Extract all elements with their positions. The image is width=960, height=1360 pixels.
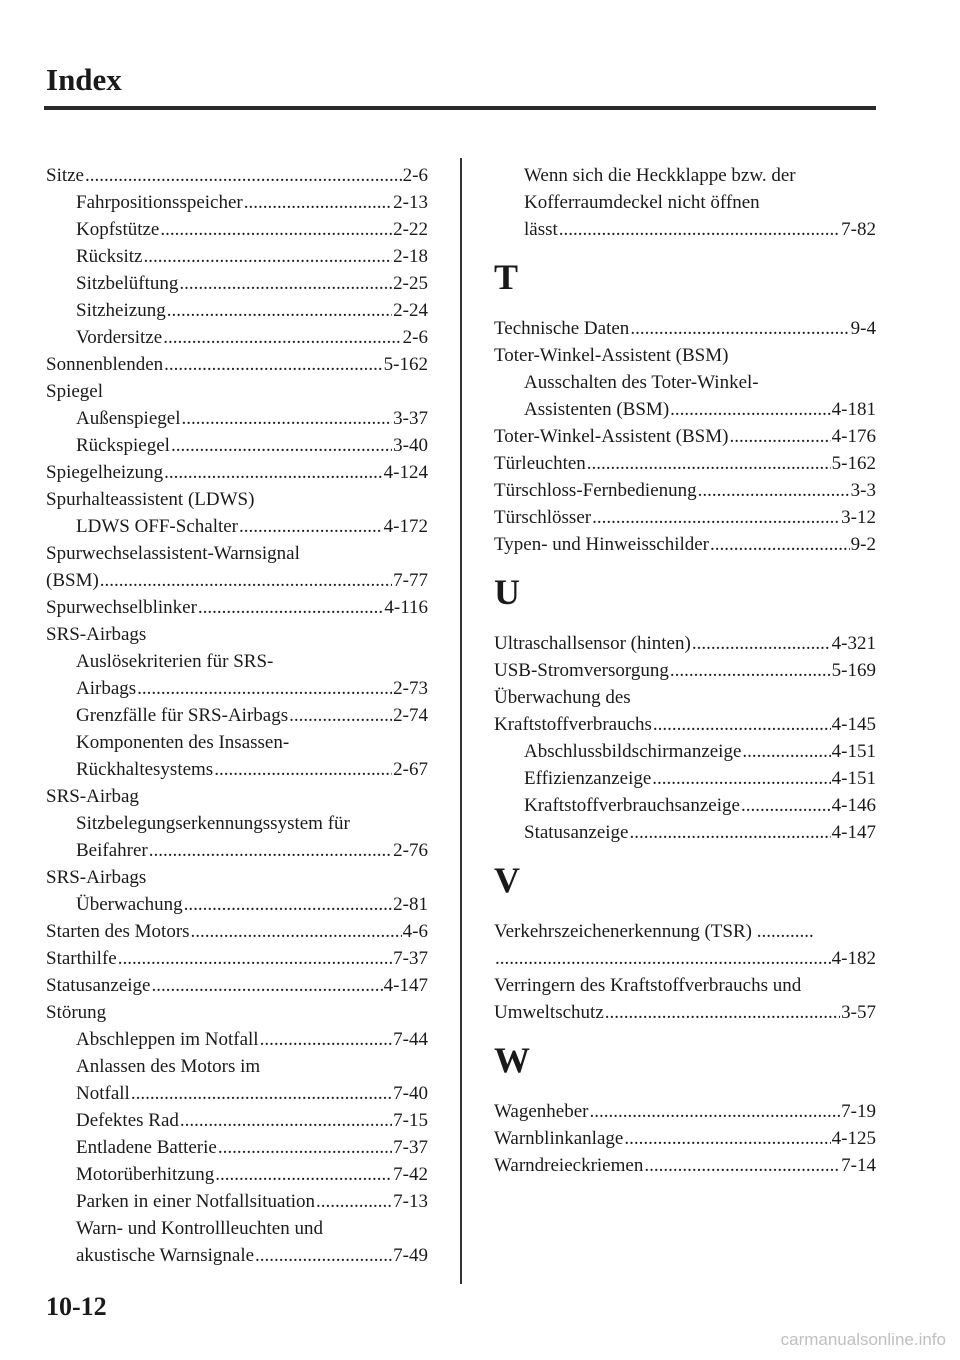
index-entry-text: SRS-Airbags	[46, 624, 147, 645]
dot-leader	[118, 945, 392, 972]
entry-term: Statusanzeige	[524, 822, 629, 843]
dot-leader	[179, 270, 392, 297]
entry-page-ref: 3-57	[841, 1002, 876, 1023]
entry-term: lässt	[524, 219, 558, 240]
entry-term: Türschloss-Fernbedienung	[494, 480, 697, 501]
entry-page-ref: 4-172	[383, 516, 428, 537]
index-entry	[494, 450, 876, 477]
index-subentry-text: Auslösekriterien für SRS-	[76, 651, 274, 672]
index-subentry	[46, 324, 428, 351]
index-subentry	[46, 243, 428, 270]
entry-page-ref: 4-176	[831, 426, 876, 447]
entry-page-ref: 4-6	[402, 921, 428, 942]
index-subentry	[46, 297, 428, 324]
entry-page-ref: 7-37	[393, 948, 428, 969]
entry-page-ref: 2-81	[393, 894, 428, 915]
entry-term: Wagenheber	[494, 1101, 589, 1122]
entry-page-ref: 9-2	[850, 534, 876, 555]
dot-leader	[587, 450, 831, 477]
entry-page-ref: 4-147	[831, 822, 876, 843]
index-entry	[494, 630, 876, 657]
entry-term: Außenspiegel	[76, 408, 181, 429]
index-subentry	[494, 792, 876, 819]
index-entry	[46, 351, 428, 378]
entry-page-ref: 4-125	[831, 1128, 876, 1149]
dot-leader	[181, 405, 392, 432]
entry-page-ref: 5-162	[831, 453, 876, 474]
dot-leader	[164, 459, 383, 486]
index-entry	[494, 423, 876, 450]
entry-term: Notfall	[76, 1083, 130, 1104]
dot-leader	[144, 243, 393, 270]
index-subentry	[46, 756, 428, 783]
entry-page-ref: 5-169	[831, 660, 876, 681]
dot-leader	[652, 765, 830, 792]
dot-leader	[692, 630, 831, 657]
entry-page-ref: 2-22	[393, 219, 428, 240]
index-entry	[494, 657, 876, 684]
entry-page-ref: 4-124	[383, 462, 428, 483]
entry-page-ref: 7-37	[393, 1137, 428, 1158]
entry-term: Kopfstütze	[76, 219, 160, 240]
watermark: carmanualsonline.info	[780, 1330, 946, 1349]
dot-leader	[85, 162, 402, 189]
entry-term: Rücksitz	[76, 246, 143, 267]
dot-leader	[137, 675, 392, 702]
entry-term: Türleuchten	[494, 453, 586, 474]
index-entry	[46, 972, 428, 999]
index-entry	[494, 999, 876, 1026]
index-subentry	[46, 405, 428, 432]
entry-page-ref: 7-82	[841, 219, 876, 240]
entry-page-ref: 3-37	[393, 408, 428, 429]
dot-leader	[742, 738, 830, 765]
entry-page-ref: 4-151	[831, 768, 876, 789]
entry-term: Entladene Batterie	[76, 1137, 217, 1158]
index-entry	[46, 945, 428, 972]
index-subentry-text: Wenn sich die Heckklappe bzw. der	[524, 165, 796, 186]
entry-term: Defektes Rad	[76, 1110, 179, 1131]
dot-leader	[710, 531, 850, 558]
entry-term: Umweltschutz	[494, 1002, 604, 1023]
entry-term: Fahrpositionsspeicher	[76, 192, 243, 213]
entry-term: Sitzheizung	[76, 300, 166, 321]
index-entry	[494, 504, 876, 531]
entry-term: Überwachung	[76, 894, 183, 915]
dot-leader	[198, 594, 383, 621]
entry-page-ref: 7-42	[393, 1164, 428, 1185]
index-entry	[46, 567, 428, 594]
entry-term: Parken in einer Notfallsituation	[76, 1191, 316, 1212]
entry-term: Sonnenblenden	[46, 354, 164, 375]
dot-leader	[630, 315, 849, 342]
index-entry	[494, 711, 876, 738]
index-subentry	[46, 270, 428, 297]
entry-term: Vordersitze	[76, 327, 163, 348]
entry-term: Spurwechselblinker	[46, 597, 197, 618]
entry-page-ref: 5-162	[383, 354, 428, 375]
entry-term: LDWS OFF-Schalter	[76, 516, 239, 537]
dot-leader	[100, 567, 392, 594]
entry-page-ref: 2-74	[393, 705, 428, 726]
index-subentry	[46, 189, 428, 216]
dot-leader	[191, 918, 402, 945]
entry-term: Abschleppen im Notfall	[76, 1029, 259, 1050]
entry-term: Starthilfe	[46, 948, 117, 969]
index-subentry	[46, 216, 428, 243]
dot-leader	[729, 423, 830, 450]
entry-page-ref: 4-181	[831, 399, 876, 420]
entry-term: Sitze	[46, 165, 84, 186]
index-subentry	[494, 765, 876, 792]
dot-leader	[239, 513, 383, 540]
entry-term: Typen- und Hinweisschilder	[494, 534, 710, 555]
dot-leader	[592, 504, 840, 531]
index-entry	[494, 315, 876, 342]
entry-term: Abschlussbildschirmanzeige	[524, 741, 742, 762]
entry-page-ref: 2-76	[393, 840, 428, 861]
index-entry	[494, 945, 876, 972]
entry-term: Starten des Motors	[46, 921, 190, 942]
index-subentry	[46, 675, 428, 702]
entry-term: Warndreieckriemen	[494, 1155, 644, 1176]
entry-page-ref: 4-146	[831, 795, 876, 816]
entry-term: Statusanzeige	[46, 975, 151, 996]
index-subentry-text: Komponenten des Insassen-	[76, 732, 290, 753]
entry-term: USB-Stromversorgung	[494, 660, 669, 681]
entry-term: Airbags	[76, 678, 137, 699]
column-divider	[460, 158, 462, 1284]
index-subentry	[494, 216, 876, 243]
index-entry-text: Spiegel	[46, 381, 103, 402]
entry-page-ref: 7-13	[393, 1191, 428, 1212]
index-entry	[46, 162, 428, 189]
entry-page-ref: 4-145	[831, 714, 876, 735]
section-letter: W	[494, 1040, 530, 1080]
index-entry	[494, 1152, 876, 1179]
entry-page-ref: 2-6	[402, 165, 428, 186]
index-subentry	[46, 1080, 428, 1107]
dot-leader	[289, 702, 392, 729]
page-title: Index	[46, 62, 122, 97]
section-letter: V	[494, 860, 520, 900]
entry-page-ref: 2-6	[402, 327, 428, 348]
index-subentry	[494, 819, 876, 846]
dot-leader	[184, 891, 393, 918]
entry-term: Toter-Winkel-Assistent (BSM)	[494, 426, 729, 447]
index-entry-text: Verringern des Kraftstoffverbrauchs und	[494, 975, 802, 996]
index-entry-text: Spurhalteassistent (LDWS)	[46, 489, 255, 510]
index-subentry-text: Warn- und Kontrollleuchten und	[76, 1218, 323, 1239]
entry-term: Rückspiegel	[76, 435, 170, 456]
index-subentry	[46, 1134, 428, 1161]
entry-term: Motorüberhitzung	[76, 1164, 215, 1185]
entry-page-ref: 2-18	[393, 246, 428, 267]
entry-page-ref: 2-13	[393, 192, 428, 213]
entry-term: Rückhaltesystems	[76, 759, 214, 780]
entry-page-ref: 4-182	[831, 948, 876, 969]
dot-leader	[316, 1188, 392, 1215]
index-entry-text: Toter-Winkel-Assistent (BSM)	[494, 345, 729, 366]
entry-term: Beifahrer	[76, 840, 148, 861]
index-subentry	[494, 738, 876, 765]
entry-term: Spiegelheizung	[46, 462, 164, 483]
entry-term: Kraftstoffverbrauchsanzeige	[524, 795, 740, 816]
index-entry	[494, 477, 876, 504]
index-subentry	[46, 1242, 428, 1269]
index-entry-text: SRS-Airbag	[46, 786, 139, 807]
index-entry-text: Störung	[46, 1002, 107, 1023]
index-entry	[494, 531, 876, 558]
index-subentry-text: Ausschalten des Toter-Winkel-	[524, 372, 759, 393]
entry-term: (BSM)	[46, 570, 99, 591]
index-subentry	[494, 396, 876, 423]
entry-page-ref: 7-77	[393, 570, 428, 591]
entry-term: Assistenten (BSM)	[524, 399, 670, 420]
entry-page-ref: 3-12	[841, 507, 876, 528]
index-entry-text: Überwachung des	[494, 687, 631, 708]
dot-leader	[698, 477, 850, 504]
dot-leader	[160, 216, 392, 243]
entry-page-ref: 7-40	[393, 1083, 428, 1104]
dot-leader	[214, 756, 392, 783]
dot-leader	[163, 324, 401, 351]
entry-page-ref: 4-151	[831, 741, 876, 762]
entry-term: Sitzbelüftung	[76, 273, 179, 294]
dot-leader	[589, 1098, 840, 1125]
index-subentry	[46, 513, 428, 540]
dot-leader	[218, 1134, 392, 1161]
section-letter: U	[494, 572, 520, 612]
index-entry	[46, 594, 428, 621]
entry-page-ref: 7-19	[841, 1101, 876, 1122]
index-entry	[494, 1125, 876, 1152]
index-subentry	[46, 891, 428, 918]
dot-leader	[149, 837, 392, 864]
dot-leader	[559, 216, 840, 243]
dot-leader	[164, 351, 383, 378]
page-number: 10-12	[46, 1292, 107, 1321]
dot-leader	[131, 1080, 392, 1107]
entry-page-ref: 7-44	[393, 1029, 428, 1050]
index-subentry	[46, 1188, 428, 1215]
entry-term: Ultraschallsensor (hinten)	[494, 633, 691, 654]
entry-page-ref: 3-3	[850, 480, 876, 501]
index-entry	[46, 459, 428, 486]
dot-leader	[624, 1125, 830, 1152]
entry-page-ref: 2-67	[393, 759, 428, 780]
index-entry	[46, 918, 428, 945]
header-rule	[44, 106, 876, 110]
index-subentry	[46, 837, 428, 864]
entry-term: Türschlösser	[494, 507, 592, 528]
entry-page-ref: 7-15	[393, 1110, 428, 1131]
entry-term: Technische Daten	[494, 318, 630, 339]
dot-leader	[629, 819, 830, 846]
dot-leader	[180, 1107, 392, 1134]
dot-leader	[605, 999, 840, 1026]
dot-leader	[495, 945, 831, 972]
dot-leader	[670, 657, 831, 684]
entry-term: Grenzfälle für SRS-Airbags	[76, 705, 289, 726]
index-subentry	[46, 432, 428, 459]
index-entry-text: SRS-Airbags	[46, 867, 147, 888]
entry-term: Effizienzanzeige	[524, 768, 652, 789]
index-subentry-text: Kofferraumdeckel nicht öffnen	[524, 192, 760, 213]
entry-page-ref: 4-321	[831, 633, 876, 654]
dot-leader	[167, 297, 392, 324]
entry-page-ref: 9-4	[850, 318, 876, 339]
index-subentry	[46, 1161, 428, 1188]
dot-leader	[151, 972, 382, 999]
entry-term: Kraftstoffverbrauchs	[494, 714, 652, 735]
index-subentry	[46, 702, 428, 729]
index-entry-text: Spurwechselassistent-Warnsignal	[46, 543, 300, 564]
dot-leader	[741, 792, 831, 819]
entry-term: Warnblinkanlage	[494, 1128, 624, 1149]
index-column-left	[46, 162, 428, 1269]
entry-page-ref: 4-116	[384, 597, 428, 618]
entry-page-ref: 3-40	[393, 435, 428, 456]
dot-leader	[653, 711, 831, 738]
index-entry	[494, 1098, 876, 1125]
entry-page-ref: 4-147	[383, 975, 428, 996]
entry-term: akustische Warnsignale	[76, 1245, 255, 1266]
index-subentry-text: Anlassen des Motors im	[76, 1056, 261, 1077]
section-letter: T	[494, 257, 519, 297]
dot-leader	[260, 1026, 393, 1053]
index-subentry-text: Sitzbelegungserkennungssystem für	[76, 813, 350, 834]
index-column-right	[494, 162, 876, 1179]
dot-leader	[171, 432, 392, 459]
dot-leader	[670, 396, 831, 423]
entry-page-ref: 2-25	[393, 273, 428, 294]
entry-page-ref: 2-73	[393, 678, 428, 699]
dot-leader	[644, 1152, 840, 1179]
index-entry-text: Verkehrszeichenerkennung (TSR) ............	[494, 921, 814, 942]
dot-leader	[215, 1161, 392, 1188]
index-subentry	[46, 1026, 428, 1053]
index-subentry	[46, 1107, 428, 1134]
dot-leader	[255, 1242, 392, 1269]
dot-leader	[244, 189, 392, 216]
entry-page-ref: 2-24	[393, 300, 428, 321]
entry-page-ref: 7-49	[393, 1245, 428, 1266]
entry-page-ref: 7-14	[841, 1155, 876, 1176]
